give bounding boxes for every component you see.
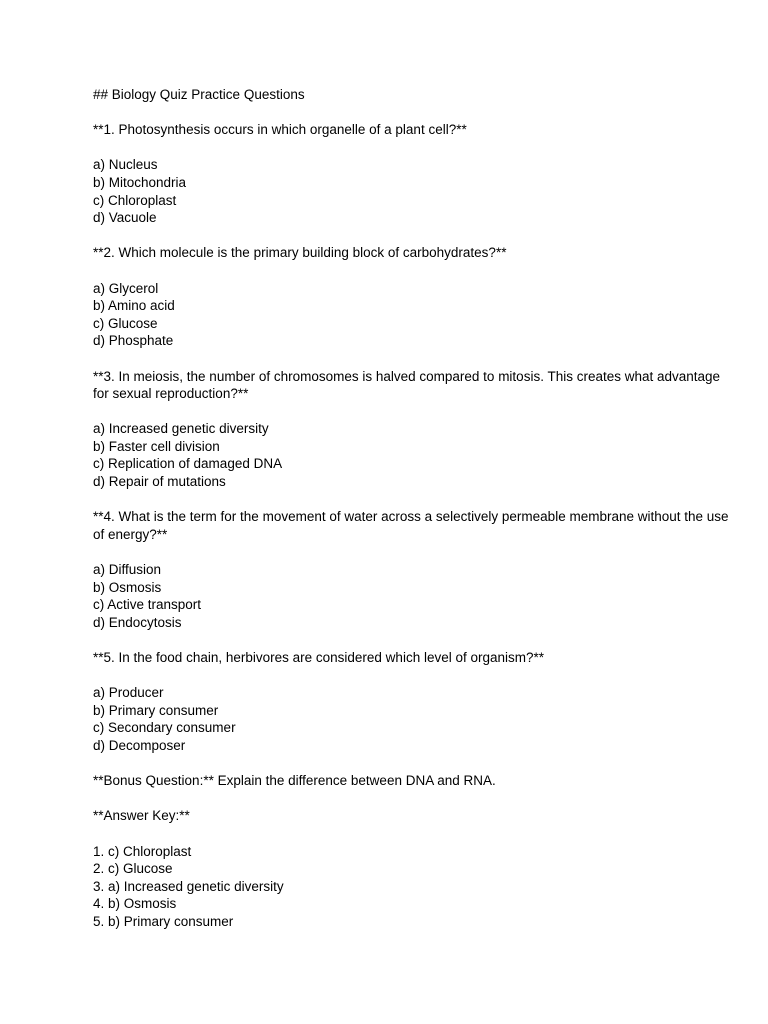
spacer: [93, 755, 733, 773]
answer-options: [93, 420, 733, 490]
answer-key-item: 3. a) Increased genetic diversity: [93, 878, 284, 894]
option-b: b) Faster cell division: [93, 438, 220, 454]
document-page: [93, 86, 733, 931]
bonus-question: **Bonus Question:** Explain the difference between DNA and RNA.: [93, 773, 496, 789]
question-text: **4. What is the term for the movement of water across a selectively permeable membrane without the use of energy?**: [93, 509, 733, 542]
question-text: **2. Which molecule is the primary building block of carbohydrates?**: [93, 245, 507, 261]
option-c: c) Active transport: [93, 597, 202, 613]
answer-key-item: 1. c) Chloroplast: [93, 843, 192, 859]
question-text: **5. In the food chain, herbivores are considered which level of organism?**: [93, 650, 545, 665]
spacer: [93, 543, 733, 561]
spacer: [93, 667, 733, 685]
option-b: b) Osmosis: [93, 579, 162, 595]
spacer: [93, 350, 733, 368]
question-text: **3. In meiosis, the number of chromosomes is halved compared to mitosis. This creates what advantage for sexual reproduction?**: [93, 368, 724, 402]
option-a: a) Nucleus: [93, 157, 158, 173]
spacer: [93, 262, 733, 280]
option-d: d) Vacuole: [93, 210, 157, 226]
option-c: c) Chloroplast: [93, 192, 177, 208]
spacer: [93, 227, 733, 245]
spacer: [93, 139, 733, 157]
option-b: b) Primary consumer: [93, 702, 219, 718]
option-a: a) Increased genetic diversity: [93, 421, 269, 437]
answer-key-item: 4. b) Osmosis: [93, 896, 177, 912]
option-b: b) Amino acid: [93, 298, 175, 314]
document-title: ## Biology Quiz Practice Questions: [93, 87, 305, 102]
spacer: [93, 825, 733, 843]
option-a: a) Glycerol: [93, 280, 159, 296]
answer-options: [93, 684, 733, 754]
spacer: [93, 790, 733, 808]
answer-key-item: 5. b) Primary consumer: [93, 913, 234, 929]
question-5: [93, 649, 733, 755]
answer-options: [93, 561, 733, 631]
option-d: d) Repair of mutations: [93, 474, 226, 490]
question-1: [93, 121, 733, 227]
answer-key-heading: **Answer Key:**: [93, 808, 190, 824]
option-d: d) Phosphate: [93, 333, 174, 349]
option-d: d) Endocytosis: [93, 614, 182, 630]
answer-options: [93, 280, 733, 350]
option-c: c) Glucose: [93, 315, 158, 331]
answer-key-item: 2. c) Glucose: [93, 861, 173, 877]
spacer: [93, 403, 733, 421]
question-2: [93, 244, 733, 350]
option-a: a) Producer: [93, 685, 164, 701]
spacer: [93, 491, 733, 509]
spacer: [93, 104, 733, 122]
question-text: **1. Photosynthesis occurs in which organelle of a plant cell?**: [93, 122, 467, 138]
question-4: [93, 508, 733, 631]
answer-options: [93, 156, 733, 226]
answer-key-list: [93, 843, 733, 931]
option-c: c) Replication of damaged DNA: [93, 456, 283, 472]
option-a: a) Diffusion: [93, 562, 162, 578]
option-c: c) Secondary consumer: [93, 720, 236, 736]
option-d: d) Decomposer: [93, 737, 186, 753]
option-b: b) Mitochondria: [93, 174, 187, 190]
spacer: [93, 631, 733, 649]
question-3: [93, 368, 733, 491]
